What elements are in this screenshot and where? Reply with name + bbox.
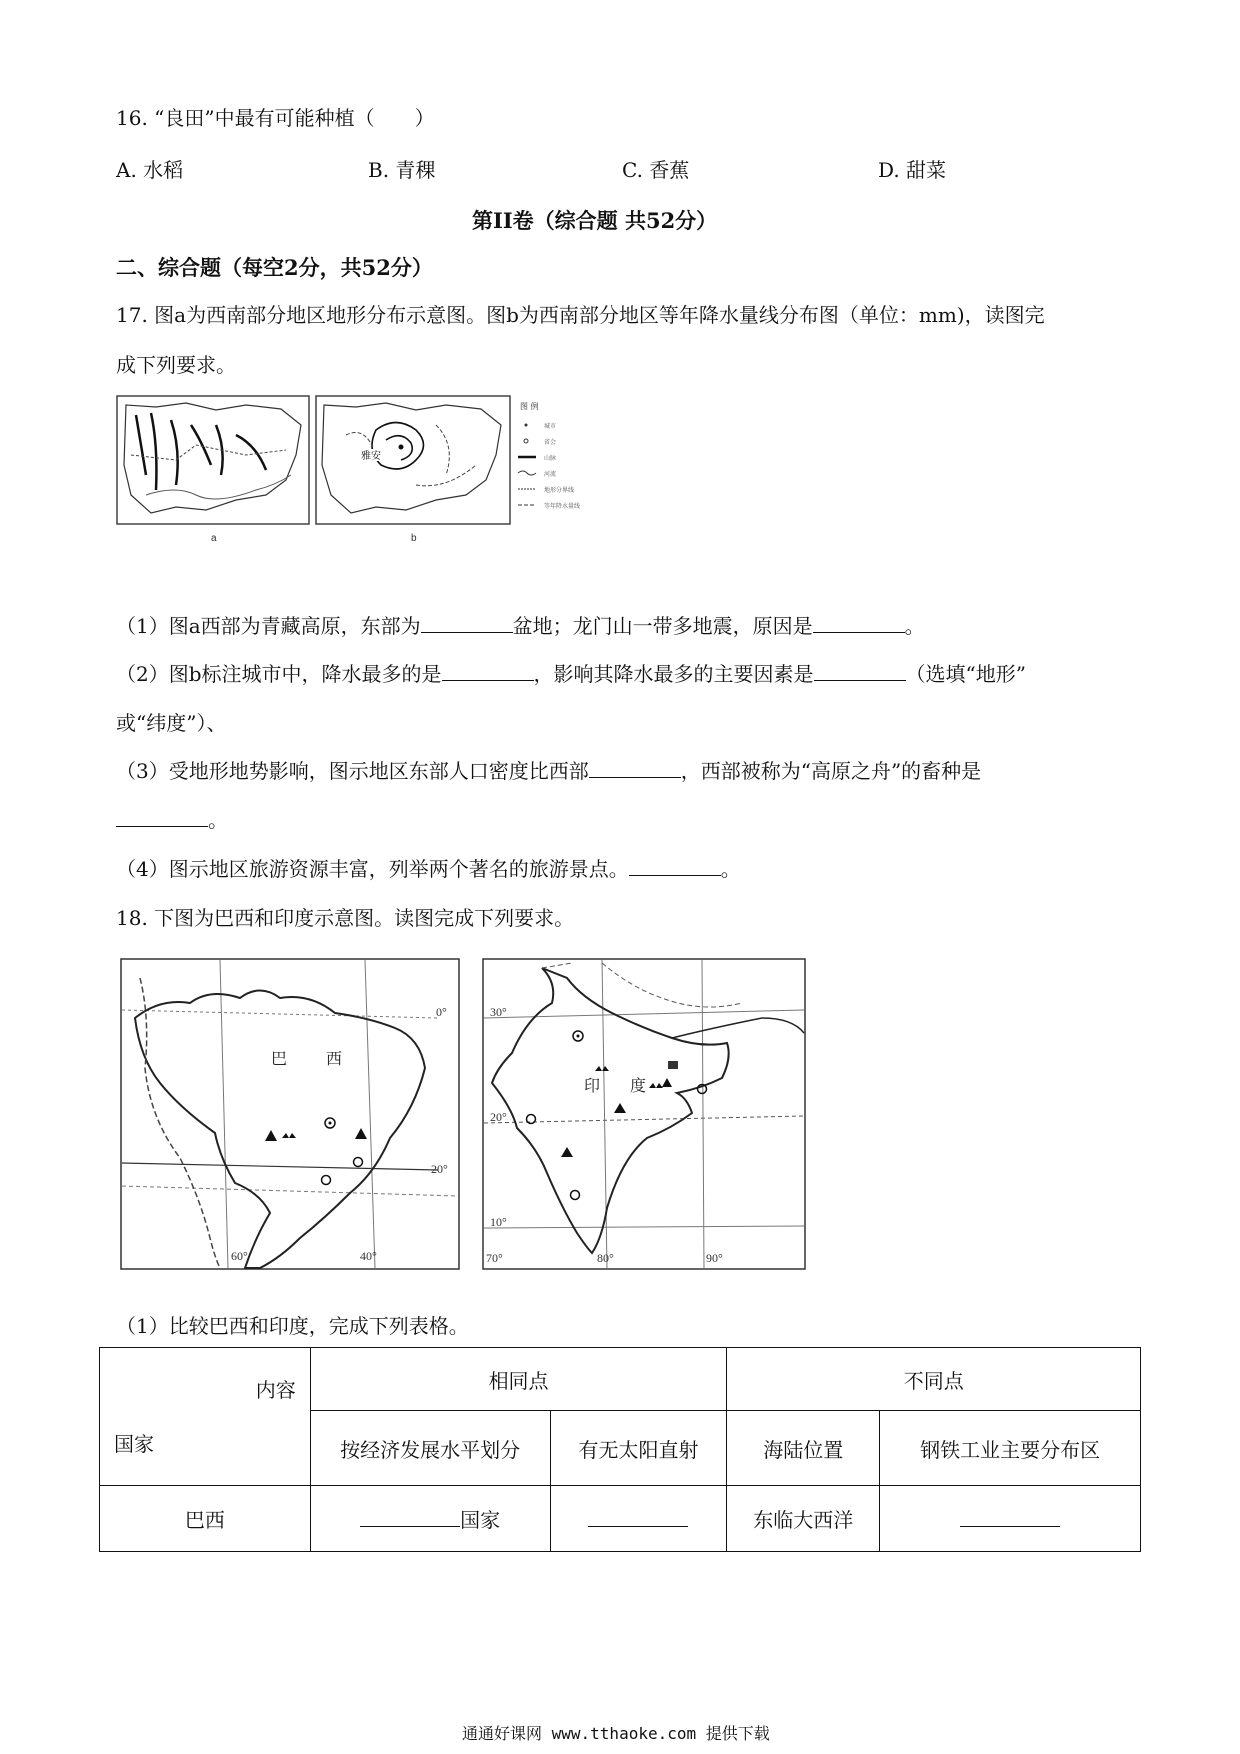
brazil-lon-40: 40°	[360, 1249, 377, 1263]
brazil-name-1: 巴	[271, 1049, 288, 1068]
brazil-name-2: 西	[326, 1049, 343, 1068]
cell-steel-region	[880, 1486, 1141, 1552]
q17-p2-text-c: （选填“地形”	[905, 662, 1026, 686]
india-capital-dot	[577, 1035, 580, 1038]
part-title: 二、综合题（每空2分，共52分）	[116, 255, 433, 280]
q17-p2-text-a: （2）图b标注城市中，降水最多的是	[116, 662, 442, 686]
q17-stem-line1: 17. 图a为西南部分地区地形分布示意图。图b为西南部分地区等年降水量线分布图（单位：mm)，读图完	[116, 303, 1045, 327]
q17-p3-text-c: 。	[208, 808, 228, 832]
q17-p2	[116, 659, 1026, 689]
india-lat-10: 10°	[490, 1215, 507, 1229]
q16-option-d[interactable]: D. 甜菜	[878, 158, 947, 182]
brazil-map-frame	[121, 959, 459, 1269]
legend-city-text: 城市	[544, 423, 557, 430]
q16-stem: 16. “良田”中最有可能种植（ ）	[116, 106, 435, 130]
q17-p1	[116, 611, 925, 641]
q17-p4-text-b: 。	[720, 857, 741, 881]
cell-economic-level	[310, 1486, 550, 1552]
q17-p1-text-b: 盆地；龙门山一带多地震，原因是	[512, 614, 813, 638]
brazil-map	[120, 958, 460, 1270]
q17-p3	[116, 756, 981, 786]
col-economic-level: 按经济发展水平划分	[310, 1411, 550, 1486]
map-b-city-dot	[399, 445, 404, 450]
india-name-2: 度	[630, 1076, 647, 1095]
legend-capital-text: 省会	[544, 439, 557, 446]
q17-p4	[116, 854, 741, 884]
table-corner-cell	[100, 1348, 311, 1486]
q17-p2-line2: 或“纬度”）、	[116, 711, 227, 735]
group-same-header: 相同点	[310, 1348, 727, 1411]
q17-p2-blank-1[interactable]	[442, 660, 534, 681]
map-b-label: b	[411, 533, 417, 544]
map-a-label: a	[211, 533, 217, 544]
q17-p3-blank-1[interactable]	[589, 757, 681, 778]
india-name-1: 印	[584, 1076, 601, 1095]
volume-title: 第II卷（综合题 共52分）	[472, 208, 718, 233]
q17-p2-text-b: ，影响其降水最多的主要因素是	[533, 662, 814, 686]
india-lon-70: 70°	[486, 1251, 503, 1265]
india-lon-90: 90°	[706, 1251, 723, 1265]
india-map-svg	[482, 958, 806, 1270]
q17-p1-blank-2[interactable]	[813, 612, 905, 633]
col-direct-sunlight: 有无太阳直射	[550, 1411, 727, 1486]
q17-p3-line2	[116, 805, 228, 835]
legend-capital-symbol	[524, 439, 528, 443]
row-label-brazil: 巴西	[100, 1486, 311, 1552]
legend-title: 图 例	[520, 402, 539, 411]
q17-figure	[116, 395, 590, 545]
q17-p4-text-a: （4）图示地区旅游资源丰富，列举两个著名的旅游景点。	[116, 857, 629, 881]
blank-economic-level[interactable]	[360, 1506, 460, 1527]
col-steel-industry-region: 钢铁工业主要分布区	[880, 1411, 1141, 1486]
col-sea-land-position: 海陆位置	[727, 1411, 880, 1486]
brazil-map-svg	[120, 958, 460, 1270]
q17-p1-text-a: （1）图a西部为青藏高原，东部为	[116, 614, 421, 638]
q16-option-a[interactable]: A. 水稻	[116, 158, 184, 182]
brazil-lon-60: 60°	[231, 1249, 248, 1263]
map-b-frame	[316, 396, 510, 524]
map-a-frame	[117, 396, 309, 524]
legend-mountain-text: 山脉	[544, 455, 557, 462]
india-industry-symbol	[668, 1061, 678, 1069]
cell-sea-land: 东临大西洋	[727, 1486, 880, 1552]
q17-stem-line2: 成下列要求。	[116, 353, 236, 377]
corner-top-label: 内容	[255, 1378, 296, 1402]
blank-steel-region[interactable]	[960, 1506, 1060, 1527]
blank-direct-sunlight[interactable]	[588, 1506, 688, 1527]
q17-p3-blank-2[interactable]	[116, 806, 208, 827]
group-diff-header: 不同点	[727, 1348, 1141, 1411]
q17-p4-blank[interactable]	[629, 855, 721, 876]
legend-river-symbol	[518, 471, 536, 475]
q17-p1-blank-1[interactable]	[421, 612, 513, 633]
page-footer: 通通好课网 www.tthaoke.com 提供下载	[462, 1724, 770, 1743]
india-lat-30: 30°	[490, 1005, 507, 1019]
q17-p1-text-c: 。	[904, 614, 925, 638]
cell-direct-sunlight	[550, 1486, 727, 1552]
india-lat-20: 20°	[490, 1110, 507, 1124]
corner-bottom-label: 国家	[114, 1432, 154, 1456]
legend-city-symbol	[525, 424, 528, 427]
q16-option-b[interactable]: B. 青稞	[368, 158, 436, 182]
comparison-table	[99, 1347, 1141, 1552]
q18-sub1: （1）比较巴西和印度，完成下列表格。	[116, 1314, 469, 1338]
india-map	[482, 958, 806, 1270]
legend-terrain-line-text: 地形分界线	[544, 487, 575, 494]
table-row-brazil	[100, 1486, 1141, 1552]
legend-river-text: 河流	[544, 471, 557, 478]
table-header-row-1	[100, 1348, 1141, 1411]
q16-option-c[interactable]: C. 香蕉	[622, 158, 690, 182]
q17-p2-blank-2[interactable]	[814, 660, 906, 681]
brazil-capital-dot	[329, 1122, 332, 1125]
cell-country-suffix: 国家	[460, 1508, 501, 1532]
brazil-lat-0: 0°	[436, 1005, 447, 1019]
q17-figure-svg	[116, 395, 590, 545]
legend-rainfall-line-text: 等年降水量线	[544, 503, 581, 510]
map-b-city-label: 雅安	[361, 451, 381, 462]
q18-stem: 18. 下图为巴西和印度示意图。读图完成下列要求。	[116, 906, 575, 930]
brazil-lat-20: 20°	[431, 1162, 448, 1176]
india-lon-80: 80°	[597, 1251, 614, 1265]
q17-p3-text-b: ，西部被称为“高原之舟”的畜种是	[680, 759, 982, 783]
q17-p3-text-a: （3）受地形地势影响，图示地区东部人口密度比西部	[116, 759, 589, 783]
